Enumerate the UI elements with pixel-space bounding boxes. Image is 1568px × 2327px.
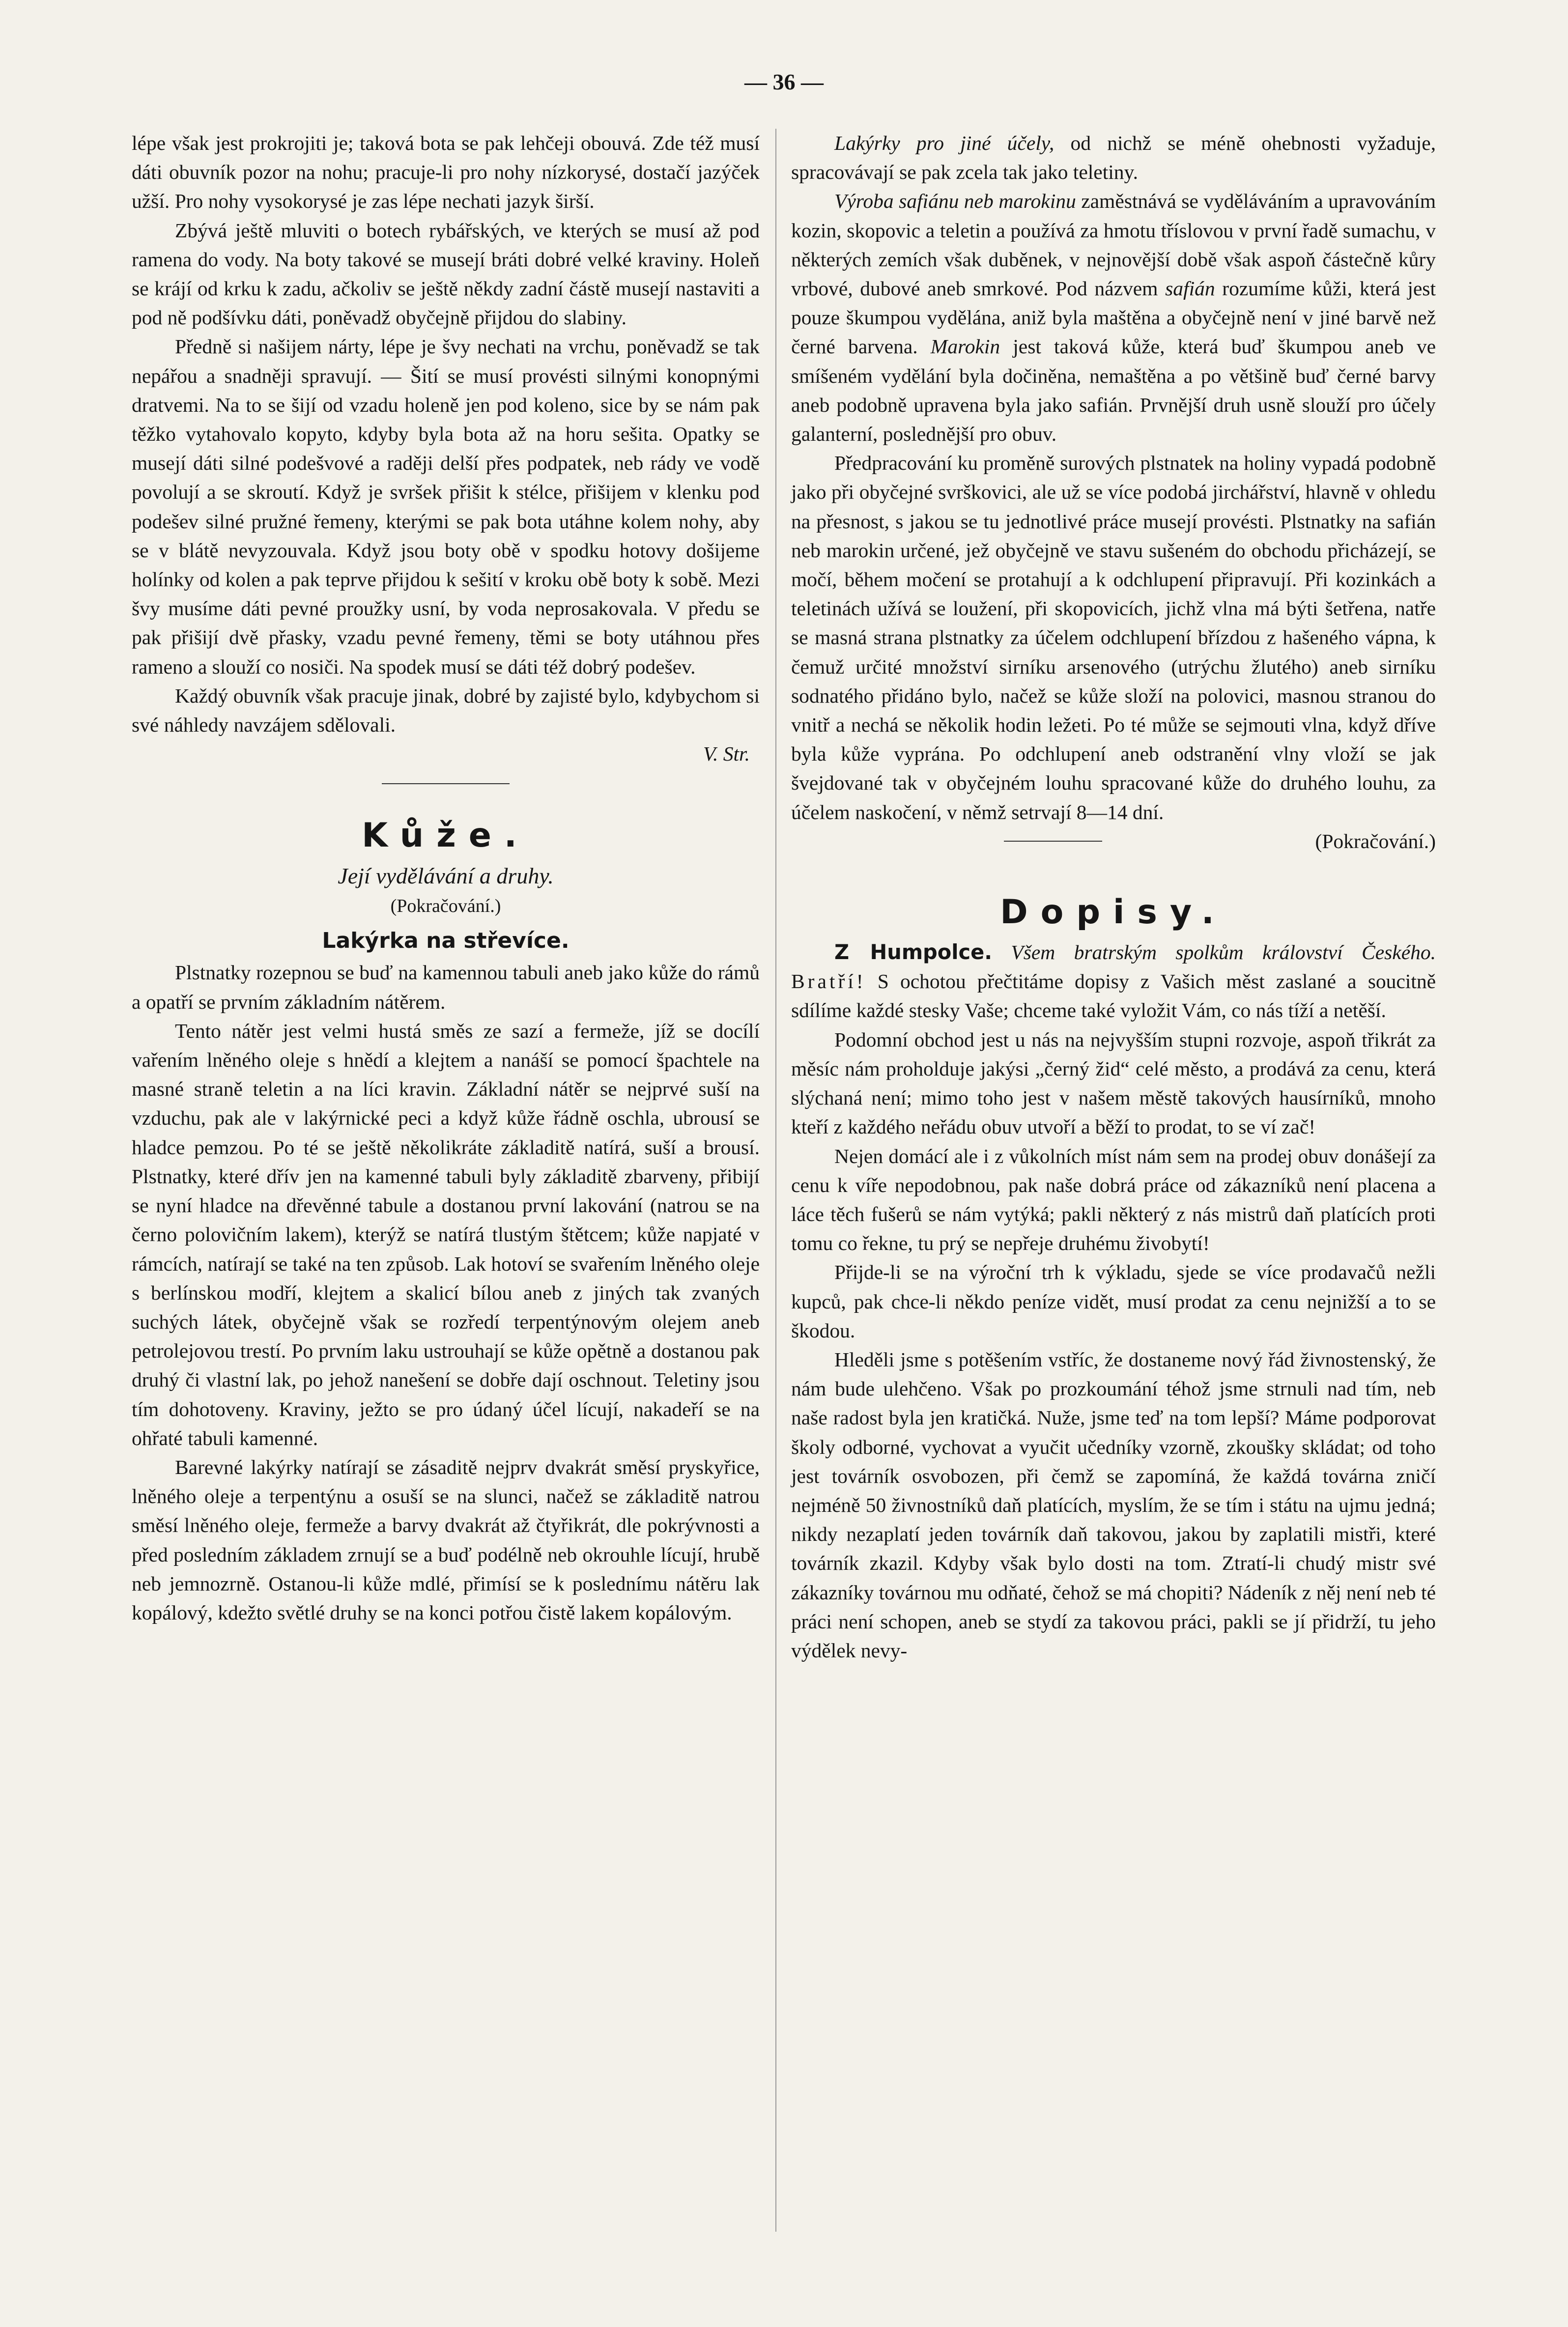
italic-phrase: Všem bratrským spolkům království Českého. (992, 941, 1436, 964)
section-title: Lakýrka na střevíce. (322, 928, 570, 954)
right-column (791, 129, 1436, 1665)
paragraph: Předně si našijem nárty, lépe je švy nechati na vrchu, poněvadž se tak nepářou a snadněji spravují. — Šití se musí provésti silnými konopnými dratvemi. Na to se šijí od vzadu holeně jen pod koleno, sice by se nám pak těžko vytahovalo kopyto, kdyby byla bota až na horu sešita. Opatky se musejí dáti silné podešvové a raději delší přes podpatek, neb rády ve vodě povolují a se skroutí. Když je svršek přišit k stélce, přišijem v klenku pod podešev silné pružné řemeny, kterými se pak bota utáhne kolem nohy, aby se v blátě nevyzouvala. Když jsou boty obě v spodku hotovy došijeme holínky od kolen a pak teprve přijdou k sešití v kroku obě boty k sobě. Mezi švy musíme dáti pevné proužky usní, by voda neprosakovala. V předu se pak přišijí dvě přasky, vzadu pevné řemeny, těmi se boty utáhnou přes rameno a slouží co nosiči. Na spodek musí se dáti též dobrý podešev. (132, 335, 760, 678)
paragraph: lépe však jest prokrojiti je; taková bota se pak lehčeji obouvá. Zde též musí dáti obuvník pozor na nohu; pracuje-li pro nohy nízkorysé, dostačí jazýček užší. Pro nohy vysokorysé je zas lépe nechati jazyk širší. (132, 132, 760, 213)
page-number: — 36 — (744, 69, 824, 94)
paragraph: Tento nátěr jest velmi hustá směs ze sazí a fermeže, jíž se docílí vařením lněného oleje s hnědí a klejtem a nanáší se pomocí špachtele na masné straně teletin a na líci kravin. Základní nátěr se nejprvé suší na vzduchu, pak ale v lakýrnické peci a když kůže řádně oschla, ubrousí se hladce pemzou. Po té se ještě několikráte základitě natírá, suší a brousí. Plstnatky, které dřív jen na kamenné tabuli byly základitě zbarveny, přibijí se nyní hladce na dřevěnné tabule a dostanou první lakování (natrou se na černo polovičním lakem), kterýž se natírá tlustým štětcem; kůže napjaté v rámcích, natírají se také na ten způsob. Lak hotoví se svařením lněného oleje s berlínskou modří, klejtem a skalicí bílou aneb z jiných tak zvaných suchých látek, obyčejně však se rozředí terpentýnovým olejem aneb petrolejovou trestí. Po prvním laku ustrouhají se kůže opětně a dostanou pak druhý či vlastní lak, po jehož nanešení se dobře dají oschnout. Teletiny jsou tím dohotoveny. Kraviny, ježto se pro údaný účel lícují, nakadeří se na ohřaté tabuli kamenné. (132, 1019, 760, 1449)
paragraph: Hleděli jsme s potěšením vstříc, že dostaneme nový řád živnostenský, že nám bude ulehčeno. Však po prozkoumání téhož jsme strnuli nad tím, neb naše radost byla jen kratičká. Nuže, jsme teď na tom lepší? Máme podporovat školy odborné, vychovat a vyučit učedníky vzorně, zkoušky skládat; od toho jest továrník osvobozen, při čemž se zapomíná, že každá továrna zničí nejméně 50 živnostníků daň platících, myslím, že se tím i státu na ujmu jedná; nikdy nezaplatí jeden továrník daň takovou, jakou by zaplatili mistři, které továrník zkazil. Kdyby však bylo dosti na tom. Ztratí-li chudý mistr své zákazníky továrnou mu odňaté, čehož se má chopiti? Nádeník z něj není neb té práci není schopen, aneb se stydí za takovou práci, pakli se jí přidrží, tu jeho výdělek nevy- (791, 1348, 1436, 1662)
italic-phrase: Lakýrky pro jiné účely, (834, 132, 1055, 154)
continuation-note: (Pokračování.) (390, 896, 501, 917)
text-run: zaměstnává se vyděláváním a upravováním kozin, skopovic a teletin a používá za hmotu tříslovou v první řadě sumachu, v některých zemích však duběnek, v nejnovější době však aspoň částečně kůry vrbové, dubové aneb smrkové. Pod názvem (791, 190, 1436, 300)
divider (1004, 841, 1102, 842)
paragraph: Podomní obchod jest u nás na nejvyšším stupni rozvoje, aspoň třikrát za měsíc nám proholduje jakýsi „černý žid“ celé město, a prodává za cenu, která slýchaná není; mimo toho jest v našem městě takových hausírníků, mnoho kteří z každého neřádu obuv utvoří a běží to prodat, to se ví zač! (791, 1028, 1436, 1138)
article-subtitle: Její vydělávání a druhy. (338, 863, 554, 889)
italic-term: safián (1165, 277, 1215, 300)
paragraph (791, 937, 1436, 1025)
continuation-line (791, 827, 1436, 856)
paragraph (791, 187, 1436, 449)
left-column (132, 129, 760, 1627)
paragraph: Zbývá ještě mluviti o botech rybářských, ve kterých se musí až pod ramena do vody. Na boty takové se musejí bráti dobré velké kraviny. Holeň se krájí od krku k zadu, ačkoliv se ještě někdy zadní částě musejí nastaviti a pod ně podšívku dáti, poněvadž obyčejně přijdou do slabiny. (132, 219, 760, 329)
paragraph: Barevné lakýrky natírají se zásaditě nejprv dvakrát směsí pryskyřice, lněného oleje a terpentýnu a osuší se na slunci, načež se základitě natrou směsí lněného oleje, fermeže a barvy dvakrát až čtyřikrát, dle pokrývnosti a před posledním základem zrnují se a buď podélně neb okrouhle lícují, hrubě neb jemnozrně. Ostanou-li kůže mdlé, přimísí se k poslednímu nátěru lak kopálový, kdežto světlé druhy se na konci potřou čistě lakem kopálovým. (132, 1455, 760, 1624)
italic-phrase: Výroba safiánu neb marokinu (834, 190, 1076, 213)
divider (382, 783, 510, 784)
text-run: od nichž se méně ohebnosti vyžaduje, spracovávají se pak zcela tak jako teletiny. (791, 132, 1436, 184)
signature: V. Str. (703, 742, 750, 766)
italic-term: Marokin (930, 335, 1000, 358)
place-heading: Z Humpolce. (834, 940, 993, 965)
greeting: Bratří! (791, 970, 866, 993)
text-run: S ochotou přečtitáme dopisy z Vašich měst zaslané a soucitně sdílíme každé stesky Vaše; chceme také vyložit Vám, co nás tíží a netěší. (791, 970, 1436, 1022)
paragraph: Každý obuvník však pracuje jinak, dobré by zajisté bylo, kdybychom si své náhledy navzájem sdělovali. (132, 684, 760, 737)
paragraph: Plstnatky rozepnou se buď na kamennou tabuli aneb jako kůže do rámů a opatří se prvním základním nátěrem. (132, 961, 760, 1013)
section-title: Dopisy. (1000, 893, 1227, 932)
article-title: Kůže. (362, 816, 530, 855)
continuation-note: (Pokračování.) (1315, 829, 1436, 852)
column-divider (775, 129, 776, 2232)
paragraph (791, 129, 1436, 187)
text-run: rozumíme kůži, která jest pouze škumpou vydělána, aniž byla maštěna a obyčejně není v jiné barvě než černé barvena. (791, 277, 1436, 358)
paragraph: Přijde-li se na výroční trh k výkladu, sjede se více prodavačů nežli kupců, pak chce-li někdo peníze vidět, musí prodat za cenu nejnižší a to se škodou. (791, 1261, 1436, 1342)
text-run: jest taková kůže, která buď škumpou aneb ve smíšeném vydělání byla dočiněna, nemaštěna a po většině buď černé barvy aneb podobně upravena byla jako safián. Prvnější druh usně slouží pro účely galanterní, poslednější pro obuv. (791, 335, 1436, 446)
paragraph: Předpracování ku proměně surových plstnatek na holiny vypadá podobně jako při obyčejné svrškovici, ale už se více podobá jirchářství, hlavně v ohledu na přesnost, s jakou se tu jednotlivé práce musejí provésti. Plstnatky na safián neb marokin určené, jež obyčejně ve stavu sušeném do obchodu přicházejí, se močí, během močení se protahují a k odchlupení připravují. Při kozinkách a teletinách užívá se loužení, při skopovicích, jichž vlna má býti šetřena, natře se masná strana plstnatky za účelem odchlupení břízdou z hašeného vápna, k čemuž určité množství sirníku arsenového (utrýchu žlutého) aneb sirníku sodnatého přidáno bylo, načež se kůže složí na polovici, masnou stranou do vnitř a nechá se několik hodin ležeti. Po té může se sejmouti vlna, když dříve byla kůže vyprána. Po odchlupení aneb odstranění vlny vloží se jak švejdované tak v obyčejném louhu spracované kůže do druhého louhu, za účelem naskočení, v němž setrvají 8—14 dní. (791, 452, 1436, 823)
paragraph: Nejen domácí ale i z vůkolních míst nám sem na prodej obuv donášejí za cenu k víře nepodobnou, pak naše dobrá práce od zákazníků není placena a láce těch fušerů se nám vytýká; pakli některý z nás mistrů daň platících proti tomu co řekne, tu prý se nepřeje druhému živobytí! (791, 1144, 1436, 1255)
